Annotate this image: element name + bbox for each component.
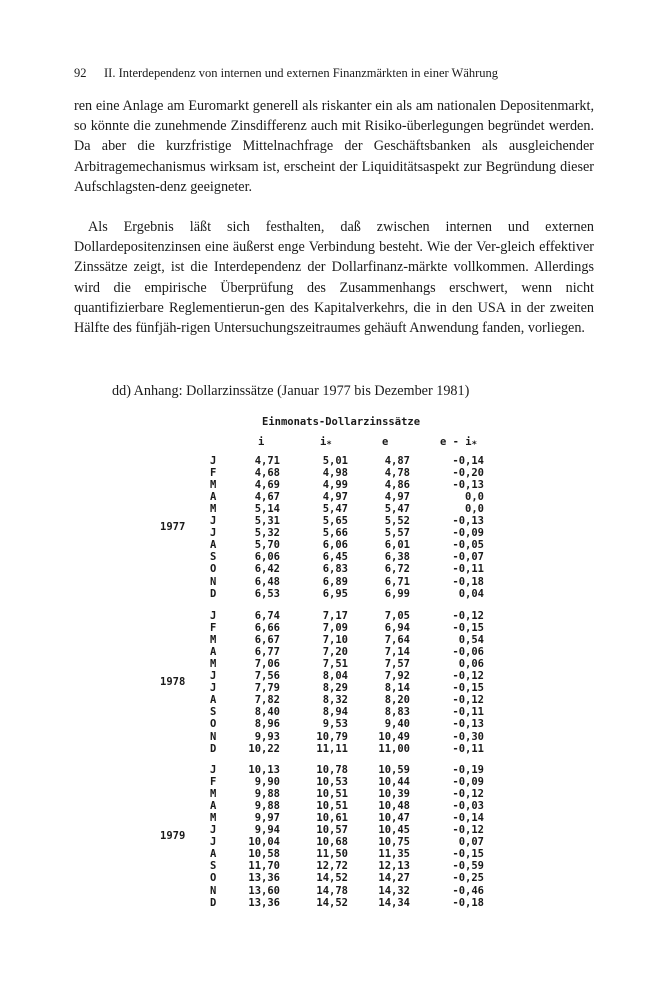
i-cell: 11,70 bbox=[248, 860, 280, 873]
e-cell: 10,59 bbox=[378, 764, 410, 776]
month-cell: A bbox=[210, 646, 217, 659]
table-row bbox=[0, 812, 650, 824]
month-cell: J bbox=[210, 455, 217, 467]
col-header-diff-sub: * bbox=[471, 440, 478, 450]
month-cell: F bbox=[210, 467, 217, 480]
i-cell: 4,67 bbox=[254, 491, 280, 504]
month-cell: J bbox=[210, 836, 217, 849]
diff-cell: 0,04 bbox=[458, 587, 484, 600]
i-cell: 6,67 bbox=[254, 634, 280, 647]
month-cell: N bbox=[210, 730, 217, 743]
istar-cell: 10,51 bbox=[316, 800, 348, 813]
body-paragraph-2: Als Ergebnis läßt sich festhalten, daß zwischen internen und externen Dollardepositenzinsen eine äußerst enge Verbindung besteht. Wie der Ver-gleich effektiver Zinssätze zeigt, ist die Interdependenz der Dollarfinanz-märkte vollkommen. Allerdings wird die empirische Überprüfung des Zusammenhangs erschwert, wenn nicht quantifizierbare Reglementierun-gen des Kapitalverkehrs, die in den USA in der zweiten Hälfte des fünfjäh-rigen Untersuchungszeitraumes gehäuft Anwendung fanden, vorliegen. bbox=[74, 219, 594, 337]
diff-cell: 0,06 bbox=[458, 658, 484, 671]
istar-cell: 11,50 bbox=[316, 848, 348, 861]
col-header-istar-sub: * bbox=[326, 440, 332, 450]
diff-cell: -0,59 bbox=[452, 860, 484, 873]
e-cell: 7,64 bbox=[384, 634, 410, 647]
month-cell: A bbox=[210, 491, 217, 504]
i-cell: 9,93 bbox=[254, 730, 280, 743]
diff-cell: -0,18 bbox=[452, 896, 484, 909]
e-cell: 7,05 bbox=[384, 610, 410, 622]
diff-cell: -0,13 bbox=[452, 515, 484, 528]
diff-cell: -0,46 bbox=[452, 884, 484, 897]
section-heading: dd) Anhang: Dollarzinssätze (Januar 1977 bis Dezember 1981) bbox=[112, 383, 470, 399]
i-cell: 13,36 bbox=[248, 872, 280, 885]
i-cell: 6,42 bbox=[254, 563, 280, 576]
table-row bbox=[0, 467, 650, 479]
istar-cell: 10,68 bbox=[316, 836, 348, 849]
diff-cell: -0,09 bbox=[452, 776, 484, 789]
month-cell: J bbox=[210, 670, 217, 683]
month-cell: M bbox=[210, 788, 217, 801]
e-cell: 7,92 bbox=[384, 670, 410, 683]
i-cell: 6,66 bbox=[254, 622, 280, 635]
table-row bbox=[0, 539, 650, 551]
diff-cell: -0,03 bbox=[452, 800, 484, 813]
i-cell: 8,40 bbox=[254, 706, 280, 719]
i-cell: 9,88 bbox=[254, 800, 280, 813]
e-cell: 10,45 bbox=[378, 824, 410, 837]
diff-cell: -0,07 bbox=[452, 551, 484, 564]
table-row bbox=[0, 622, 650, 634]
istar-cell: 8,94 bbox=[322, 706, 348, 719]
istar-cell: 7,51 bbox=[322, 658, 348, 671]
i-cell: 13,36 bbox=[248, 896, 280, 909]
month-cell: M bbox=[210, 634, 217, 647]
table-row bbox=[0, 455, 650, 467]
table-row bbox=[0, 682, 650, 694]
i-cell: 9,97 bbox=[254, 812, 280, 825]
e-cell: 10,48 bbox=[378, 800, 410, 813]
istar-cell: 10,78 bbox=[316, 764, 348, 776]
month-cell: N bbox=[210, 575, 217, 588]
istar-cell: 10,51 bbox=[316, 788, 348, 801]
istar-cell: 7,10 bbox=[322, 634, 348, 647]
i-cell: 10,22 bbox=[248, 742, 280, 755]
e-cell: 7,57 bbox=[384, 658, 410, 671]
diff-cell: -0,12 bbox=[452, 694, 484, 707]
table-row bbox=[0, 872, 650, 884]
e-cell: 14,34 bbox=[378, 896, 410, 909]
e-cell: 10,47 bbox=[378, 812, 410, 825]
table-row bbox=[0, 515, 650, 527]
istar-cell: 7,09 bbox=[322, 622, 348, 635]
istar-cell: 8,29 bbox=[322, 682, 348, 695]
i-cell: 7,56 bbox=[254, 670, 280, 683]
col-header-istar bbox=[320, 436, 332, 450]
month-cell: D bbox=[210, 587, 217, 600]
i-cell: 10,04 bbox=[248, 836, 280, 849]
e-cell: 10,49 bbox=[378, 730, 410, 743]
diff-cell: -0,15 bbox=[452, 848, 484, 861]
i-cell: 6,06 bbox=[254, 551, 280, 564]
table-row bbox=[0, 860, 650, 872]
table-row bbox=[0, 503, 650, 515]
diff-cell: -0,05 bbox=[452, 539, 484, 552]
e-cell: 6,38 bbox=[384, 551, 410, 564]
table-row bbox=[0, 788, 650, 800]
month-cell: J bbox=[210, 764, 217, 776]
istar-cell: 5,47 bbox=[322, 503, 348, 516]
diff-cell: -0,11 bbox=[452, 706, 484, 719]
i-cell: 5,14 bbox=[254, 503, 280, 516]
table-row bbox=[0, 551, 650, 563]
e-cell: 12,13 bbox=[378, 860, 410, 873]
month-cell: A bbox=[210, 848, 217, 861]
month-cell: M bbox=[210, 812, 217, 825]
e-cell: 8,14 bbox=[384, 682, 410, 695]
i-cell: 9,88 bbox=[254, 788, 280, 801]
month-cell: F bbox=[210, 776, 217, 789]
i-cell: 7,82 bbox=[254, 694, 280, 707]
e-cell: 14,32 bbox=[378, 884, 410, 897]
col-header-diff bbox=[440, 436, 477, 450]
month-cell: O bbox=[210, 872, 217, 885]
istar-cell: 7,20 bbox=[322, 646, 348, 659]
table-row bbox=[0, 718, 650, 730]
table-row bbox=[0, 776, 650, 788]
e-cell: 6,72 bbox=[384, 563, 410, 576]
month-cell: A bbox=[210, 800, 217, 813]
istar-cell: 6,45 bbox=[322, 551, 348, 564]
e-cell: 5,57 bbox=[384, 527, 410, 540]
diff-cell: 0,07 bbox=[458, 836, 484, 849]
istar-cell: 10,61 bbox=[316, 812, 348, 825]
diff-cell: -0,15 bbox=[452, 682, 484, 695]
body-paragraph-1: ren eine Anlage am Euromarkt generell als riskanter ein als am nationalen Depositenmarkt, so könnte die zunehmende Zinsdifferenz auch mit Risiko-überlegungen begründet werden. Da aber die kurzfristige Mittelnachfrage der Geschäftsbanken als ausgleichender Arbitragemechanismus wirksam ist, erscheint der Liquiditätsaspekt zur Begründung dieser Aufschlagsten-denz geeigneter. bbox=[74, 98, 594, 195]
i-cell: 6,53 bbox=[254, 587, 280, 600]
month-cell: J bbox=[210, 610, 217, 622]
istar-cell: 8,32 bbox=[322, 694, 348, 707]
table-row bbox=[0, 576, 650, 588]
istar-cell: 14,52 bbox=[316, 896, 348, 909]
diff-cell: -0,11 bbox=[452, 742, 484, 755]
istar-cell: 6,06 bbox=[322, 539, 348, 552]
diff-cell: -0,20 bbox=[452, 467, 484, 480]
i-cell: 13,60 bbox=[248, 884, 280, 897]
i-cell: 4,68 bbox=[254, 467, 280, 480]
istar-cell: 10,57 bbox=[316, 824, 348, 837]
diff-cell: -0,18 bbox=[452, 575, 484, 588]
running-title: II. Interdependenz von internen und externen Finanzmärkten in einer Währung bbox=[104, 66, 499, 80]
e-cell: 6,94 bbox=[384, 622, 410, 635]
table-row bbox=[0, 897, 650, 909]
e-cell: 10,44 bbox=[378, 776, 410, 789]
diff-cell: 0,54 bbox=[458, 634, 484, 647]
istar-cell: 5,66 bbox=[322, 527, 348, 540]
diff-cell: -0,12 bbox=[452, 824, 484, 837]
istar-cell: 5,65 bbox=[322, 515, 348, 528]
e-cell: 7,14 bbox=[384, 646, 410, 659]
e-cell: 8,20 bbox=[384, 694, 410, 707]
month-cell: D bbox=[210, 742, 217, 755]
e-cell: 14,27 bbox=[378, 872, 410, 885]
istar-cell: 8,04 bbox=[322, 670, 348, 683]
month-cell: S bbox=[210, 860, 217, 873]
page-number: 92 bbox=[74, 66, 87, 80]
col-header-i: i bbox=[258, 436, 265, 448]
istar-cell: 6,89 bbox=[322, 575, 348, 588]
istar-cell: 4,99 bbox=[322, 479, 348, 492]
table-row bbox=[0, 646, 650, 658]
table-row bbox=[0, 764, 650, 776]
table-row bbox=[0, 588, 650, 600]
e-cell: 4,86 bbox=[384, 479, 410, 492]
i-cell: 8,96 bbox=[254, 718, 280, 731]
month-cell: O bbox=[210, 563, 217, 576]
month-cell: F bbox=[210, 622, 217, 635]
istar-cell: 14,52 bbox=[316, 872, 348, 885]
istar-cell: 9,53 bbox=[322, 718, 348, 731]
istar-cell: 10,79 bbox=[316, 730, 348, 743]
i-cell: 6,48 bbox=[254, 575, 280, 588]
col-header-istar-base: i bbox=[320, 436, 327, 448]
month-cell: M bbox=[210, 503, 217, 516]
istar-cell: 6,95 bbox=[322, 587, 348, 600]
table-row bbox=[0, 885, 650, 897]
istar-cell: 11,11 bbox=[316, 742, 348, 755]
month-cell: O bbox=[210, 718, 217, 731]
table-row bbox=[0, 670, 650, 682]
table-row bbox=[0, 479, 650, 491]
diff-cell: -0,25 bbox=[452, 872, 484, 885]
table-title: Einmonats-Dollarzinssätze bbox=[262, 416, 421, 428]
diff-cell: -0,14 bbox=[452, 812, 484, 825]
diff-cell: -0,14 bbox=[452, 455, 484, 467]
istar-cell: 7,17 bbox=[322, 610, 348, 622]
i-cell: 4,71 bbox=[254, 455, 280, 467]
month-cell: J bbox=[210, 824, 217, 837]
table-row bbox=[0, 800, 650, 812]
i-cell: 10,58 bbox=[248, 848, 280, 861]
i-cell: 9,94 bbox=[254, 824, 280, 837]
year-label: 1977 bbox=[160, 521, 186, 534]
i-cell: 5,32 bbox=[254, 527, 280, 540]
i-cell: 5,70 bbox=[254, 539, 280, 552]
diff-cell: -0,12 bbox=[452, 610, 484, 622]
e-cell: 6,99 bbox=[384, 587, 410, 600]
diff-cell: -0,11 bbox=[452, 563, 484, 576]
table-row bbox=[0, 694, 650, 706]
i-cell: 7,79 bbox=[254, 682, 280, 695]
diff-cell: -0,19 bbox=[452, 764, 484, 776]
table-row bbox=[0, 563, 650, 575]
i-cell: 4,69 bbox=[254, 479, 280, 492]
diff-cell: -0,30 bbox=[452, 730, 484, 743]
i-cell: 10,13 bbox=[248, 764, 280, 776]
table-row bbox=[0, 824, 650, 836]
table-row bbox=[0, 527, 650, 539]
e-cell: 5,47 bbox=[384, 503, 410, 516]
month-cell: A bbox=[210, 539, 217, 552]
diff-cell: -0,09 bbox=[452, 527, 484, 540]
table-row bbox=[0, 836, 650, 848]
diff-cell: -0,13 bbox=[452, 479, 484, 492]
table-row bbox=[0, 610, 650, 622]
col-header-e: e bbox=[382, 436, 389, 448]
diff-cell: -0,12 bbox=[452, 788, 484, 801]
istar-cell: 14,78 bbox=[316, 884, 348, 897]
e-cell: 11,00 bbox=[378, 742, 410, 755]
table-row bbox=[0, 706, 650, 718]
i-cell: 9,90 bbox=[254, 776, 280, 789]
diff-cell: -0,15 bbox=[452, 622, 484, 635]
e-cell: 4,78 bbox=[384, 467, 410, 480]
istar-cell: 5,01 bbox=[322, 455, 348, 467]
month-cell: N bbox=[210, 884, 217, 897]
running-header bbox=[74, 66, 594, 81]
month-cell: M bbox=[210, 479, 217, 492]
i-cell: 7,06 bbox=[254, 658, 280, 671]
e-cell: 10,75 bbox=[378, 836, 410, 849]
month-cell: M bbox=[210, 658, 217, 671]
istar-cell: 10,53 bbox=[316, 776, 348, 789]
month-cell: J bbox=[210, 527, 217, 540]
year-label: 1978 bbox=[160, 676, 186, 689]
e-cell: 4,87 bbox=[384, 455, 410, 467]
year-label: 1979 bbox=[160, 830, 186, 843]
diff-cell: -0,06 bbox=[452, 646, 484, 659]
month-cell: A bbox=[210, 694, 217, 707]
istar-cell: 12,72 bbox=[316, 860, 348, 873]
table-row bbox=[0, 848, 650, 860]
e-cell: 11,35 bbox=[378, 848, 410, 861]
i-cell: 6,77 bbox=[254, 646, 280, 659]
diff-cell: -0,13 bbox=[452, 718, 484, 731]
diff-cell: -0,12 bbox=[452, 670, 484, 683]
istar-cell: 6,83 bbox=[322, 563, 348, 576]
e-cell: 10,39 bbox=[378, 788, 410, 801]
i-cell: 5,31 bbox=[254, 515, 280, 528]
istar-cell: 4,97 bbox=[322, 491, 348, 504]
i-cell: 6,74 bbox=[254, 610, 280, 622]
diff-cell: 0,0 bbox=[465, 503, 484, 516]
table-row bbox=[0, 658, 650, 670]
e-cell: 6,71 bbox=[384, 575, 410, 588]
diff-cell: 0,0 bbox=[465, 491, 484, 504]
table-row bbox=[0, 491, 650, 503]
col-header-diff-base: e - i bbox=[440, 436, 472, 448]
e-cell: 6,01 bbox=[384, 539, 410, 552]
month-cell: D bbox=[210, 896, 217, 909]
month-cell: S bbox=[210, 551, 217, 564]
month-cell: J bbox=[210, 682, 217, 695]
e-cell: 9,40 bbox=[384, 718, 410, 731]
e-cell: 8,83 bbox=[384, 706, 410, 719]
table-row bbox=[0, 743, 650, 755]
month-cell: S bbox=[210, 706, 217, 719]
table-row bbox=[0, 634, 650, 646]
istar-cell: 4,98 bbox=[322, 467, 348, 480]
e-cell: 5,52 bbox=[384, 515, 410, 528]
month-cell: J bbox=[210, 515, 217, 528]
table-row bbox=[0, 731, 650, 743]
e-cell: 4,97 bbox=[384, 491, 410, 504]
